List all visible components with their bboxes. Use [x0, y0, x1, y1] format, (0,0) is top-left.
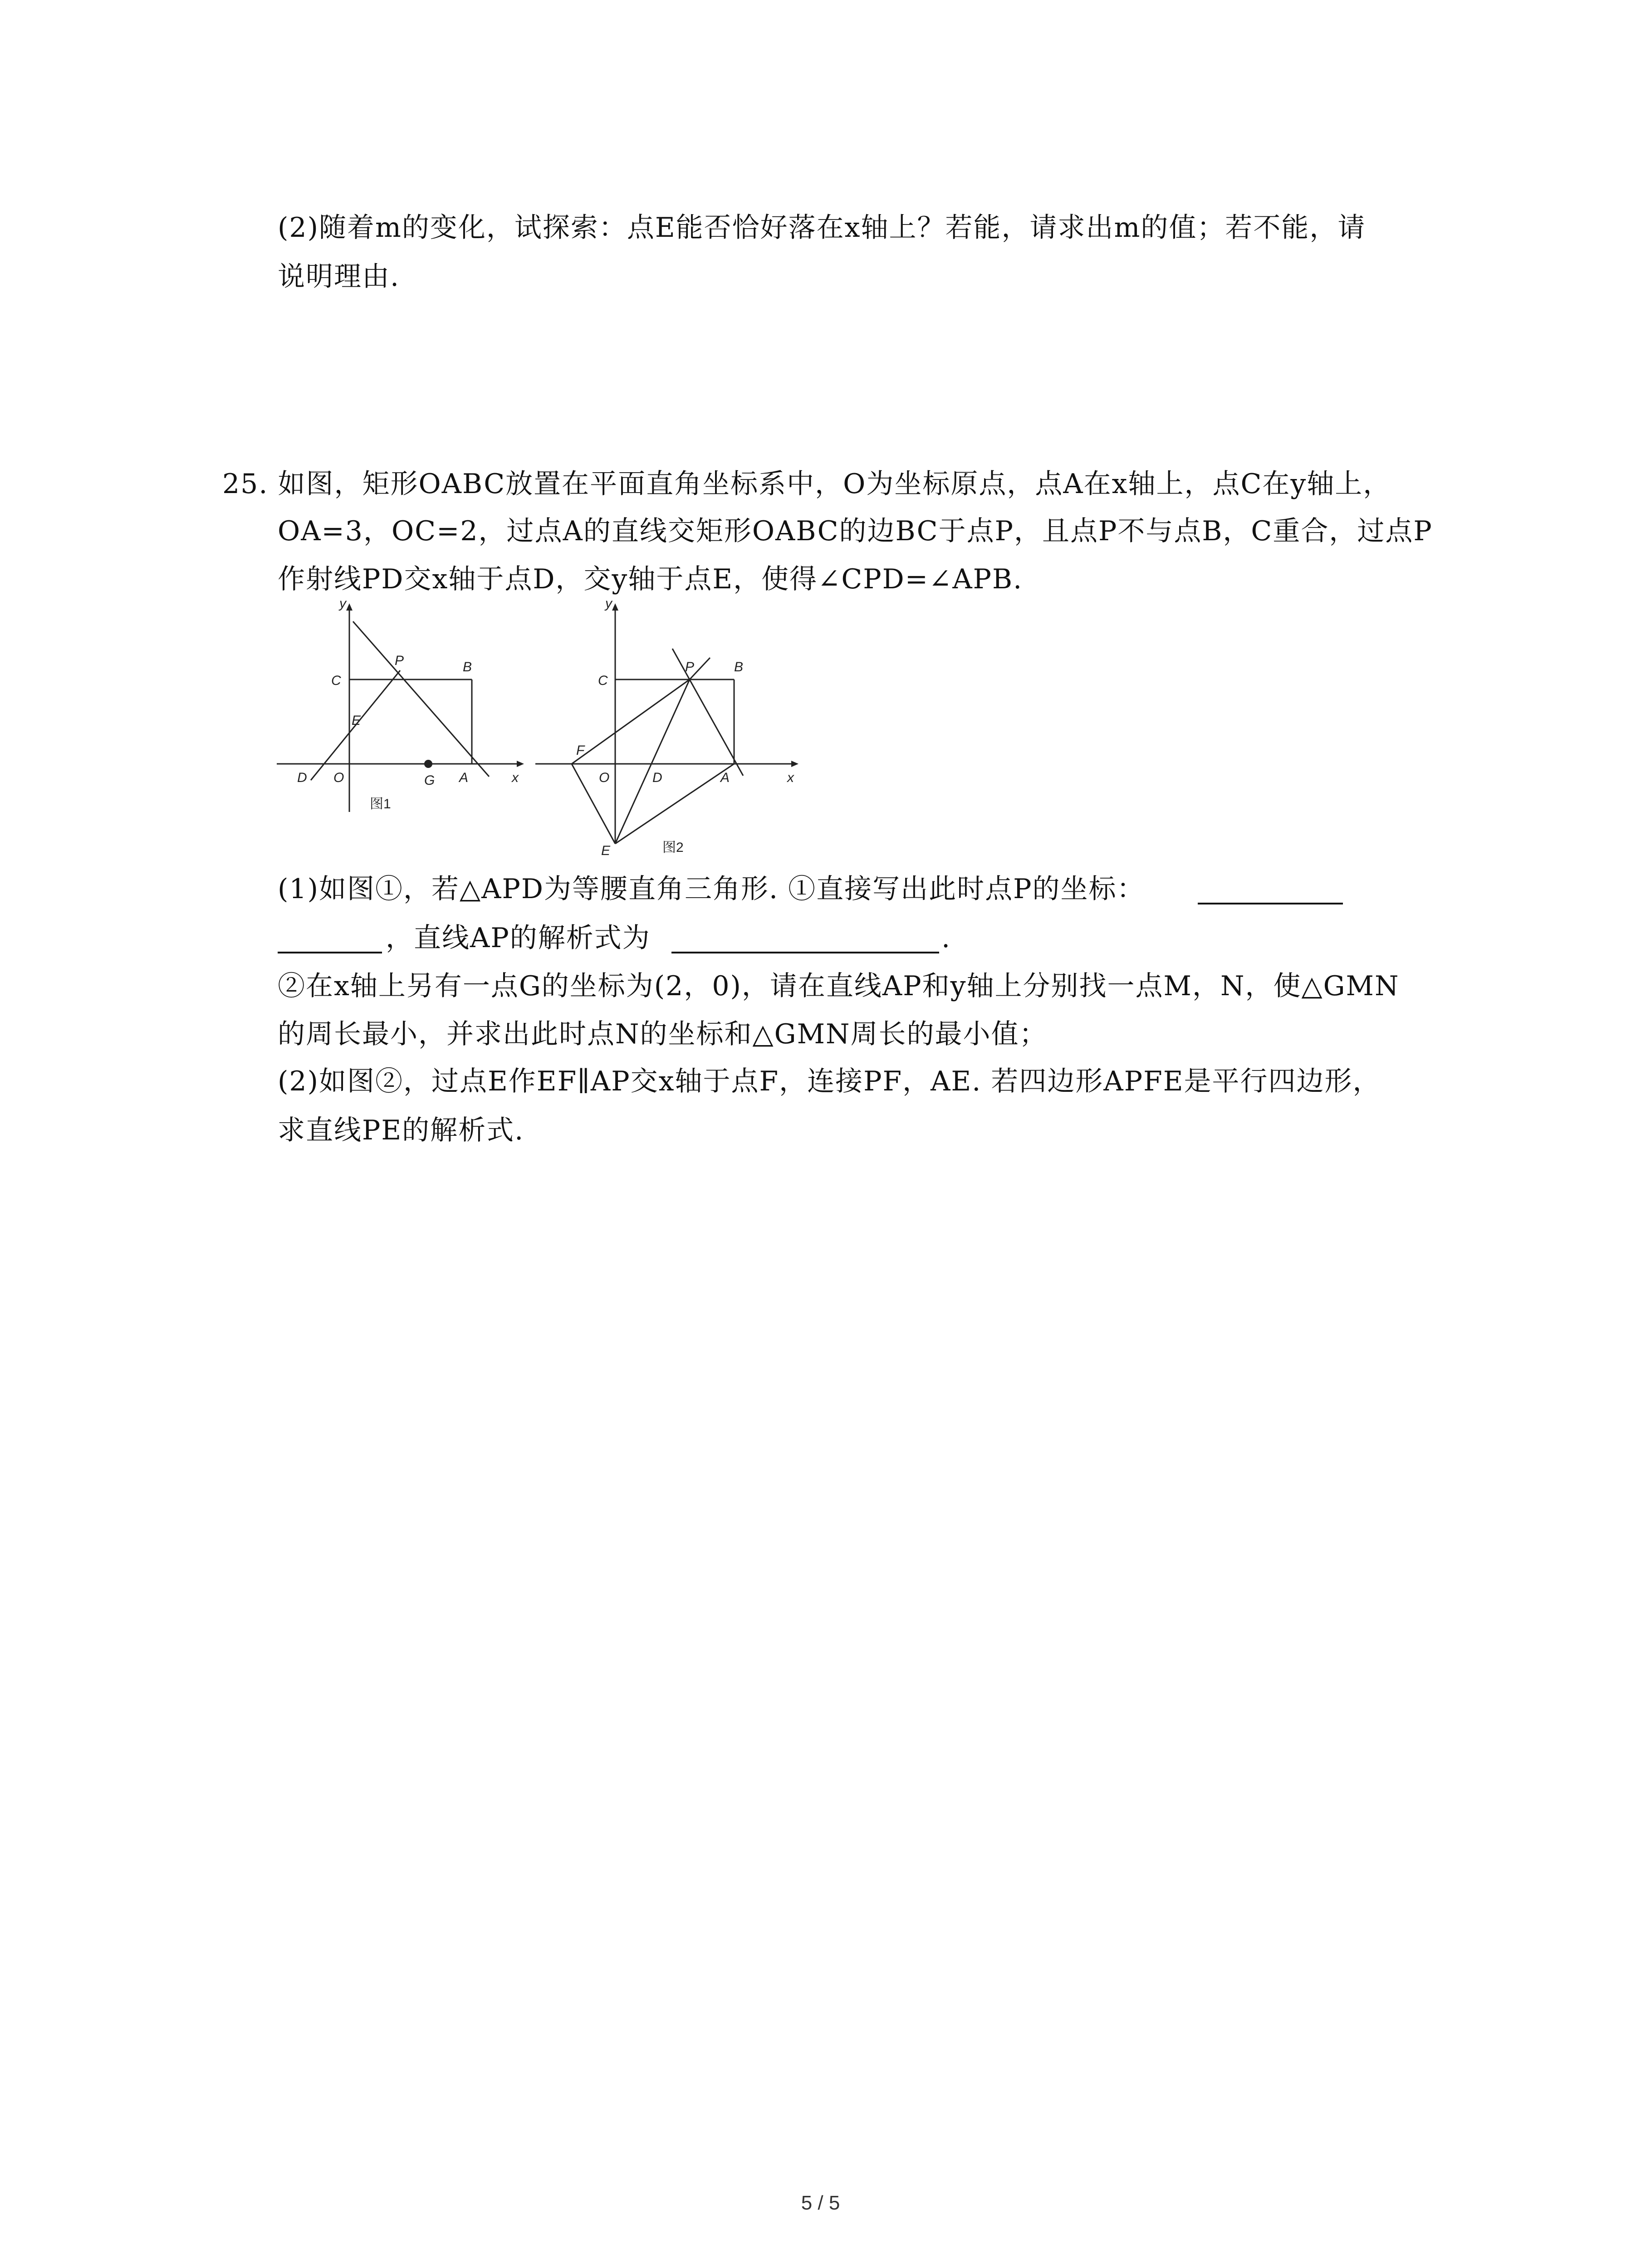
q25-part1-line4: 的周长最小，并求出此时点N的坐标和△GMN周长的最小值； [278, 1018, 1048, 1050]
fig2-label-y: y [605, 596, 612, 611]
q25-part1-line2b: . [941, 922, 951, 954]
q25-intro-line2: OA=3，OC=2，过点A的直线交矩形OABC的边BC于点P，且点P不与点B，C重合，过点P [278, 515, 1433, 547]
q25-part2-line1: (2)如图②，过点E作EF∥AP交x轴于点F，连接PF，AE. 若四边形APFE是平行四边形， [278, 1066, 1381, 1097]
q25-part2-line2: 求直线PE的解析式. [278, 1114, 524, 1146]
figure-2 [531, 590, 812, 862]
q25-intro-line3: 作射线PD交x轴于点D，交y轴于点E，使得∠CPD=∠APB. [278, 563, 1023, 595]
answer-blank-p-coordinate-b[interactable] [278, 952, 382, 953]
fig1-caption: 图1 [370, 797, 391, 811]
q25-part1-line1: (1)如图①，若△APD为等腰直角三角形. ①直接写出此时点P的坐标： [278, 873, 1145, 905]
fig1-label-y: y [339, 596, 346, 611]
figure-1 [272, 590, 526, 826]
page-number: 5 / 5 [801, 2192, 840, 2214]
fig2-label-P: P [685, 660, 695, 675]
fig1-label-O: O [333, 770, 344, 785]
fig2-line-PF [572, 679, 690, 764]
fig1-label-G: G [424, 773, 435, 788]
fig2-x-arrow [791, 761, 798, 767]
fig2-y-arrow [612, 603, 618, 611]
fig2-line-AP [672, 649, 743, 776]
answer-blank-p-coordinate-a[interactable] [1198, 903, 1343, 904]
fig2-caption: 图2 [662, 840, 684, 855]
fig1-y-arrow [346, 603, 353, 611]
fig2-label-O: O [599, 770, 610, 785]
q24-part2-line2: 说明理由. [278, 261, 400, 293]
figure-2-diagram [531, 590, 812, 862]
fig1-label-C: C [331, 673, 341, 688]
q24-part2-line1: (2)随着m的变化，试探索：点E能否恰好落在x轴上？若能，请求出m的值；若不能，请 [278, 212, 1366, 244]
fig2-label-D: D [652, 770, 662, 785]
fig1-label-D: D [297, 770, 307, 785]
answer-blank-line-ap[interactable] [671, 952, 939, 953]
fig1-label-E: E [352, 713, 361, 728]
fig2-label-x: x [787, 770, 794, 785]
figure-1-diagram [272, 590, 526, 826]
fig2-label-E: E [601, 843, 611, 858]
q25-intro-line1: 25. 如图，矩形OABC放置在平面直角坐标系中，O为坐标原点，点A在x轴上，点C在y轴上， [222, 468, 1391, 500]
fig1-line-AP [353, 621, 489, 777]
fig2-label-B: B [734, 660, 744, 675]
fig1-label-A: A [459, 770, 469, 785]
fig1-x-arrow [517, 761, 524, 767]
fig1-point-G [424, 760, 432, 768]
fig2-label-F: F [576, 743, 585, 758]
fig1-label-P: P [395, 653, 404, 668]
fig2-label-C: C [598, 673, 608, 688]
fig1-label-B: B [463, 660, 472, 675]
fig1-label-x: x [512, 770, 519, 785]
q25-part1-line3: ②在x轴上另有一点G的坐标为(2，0)，请在直线AP和y轴上分别找一点M，N，使△GMN [278, 970, 1400, 1002]
fig2-label-A: A [720, 770, 730, 785]
q25-part1-line2a: ，直线AP的解析式为 [386, 922, 651, 954]
